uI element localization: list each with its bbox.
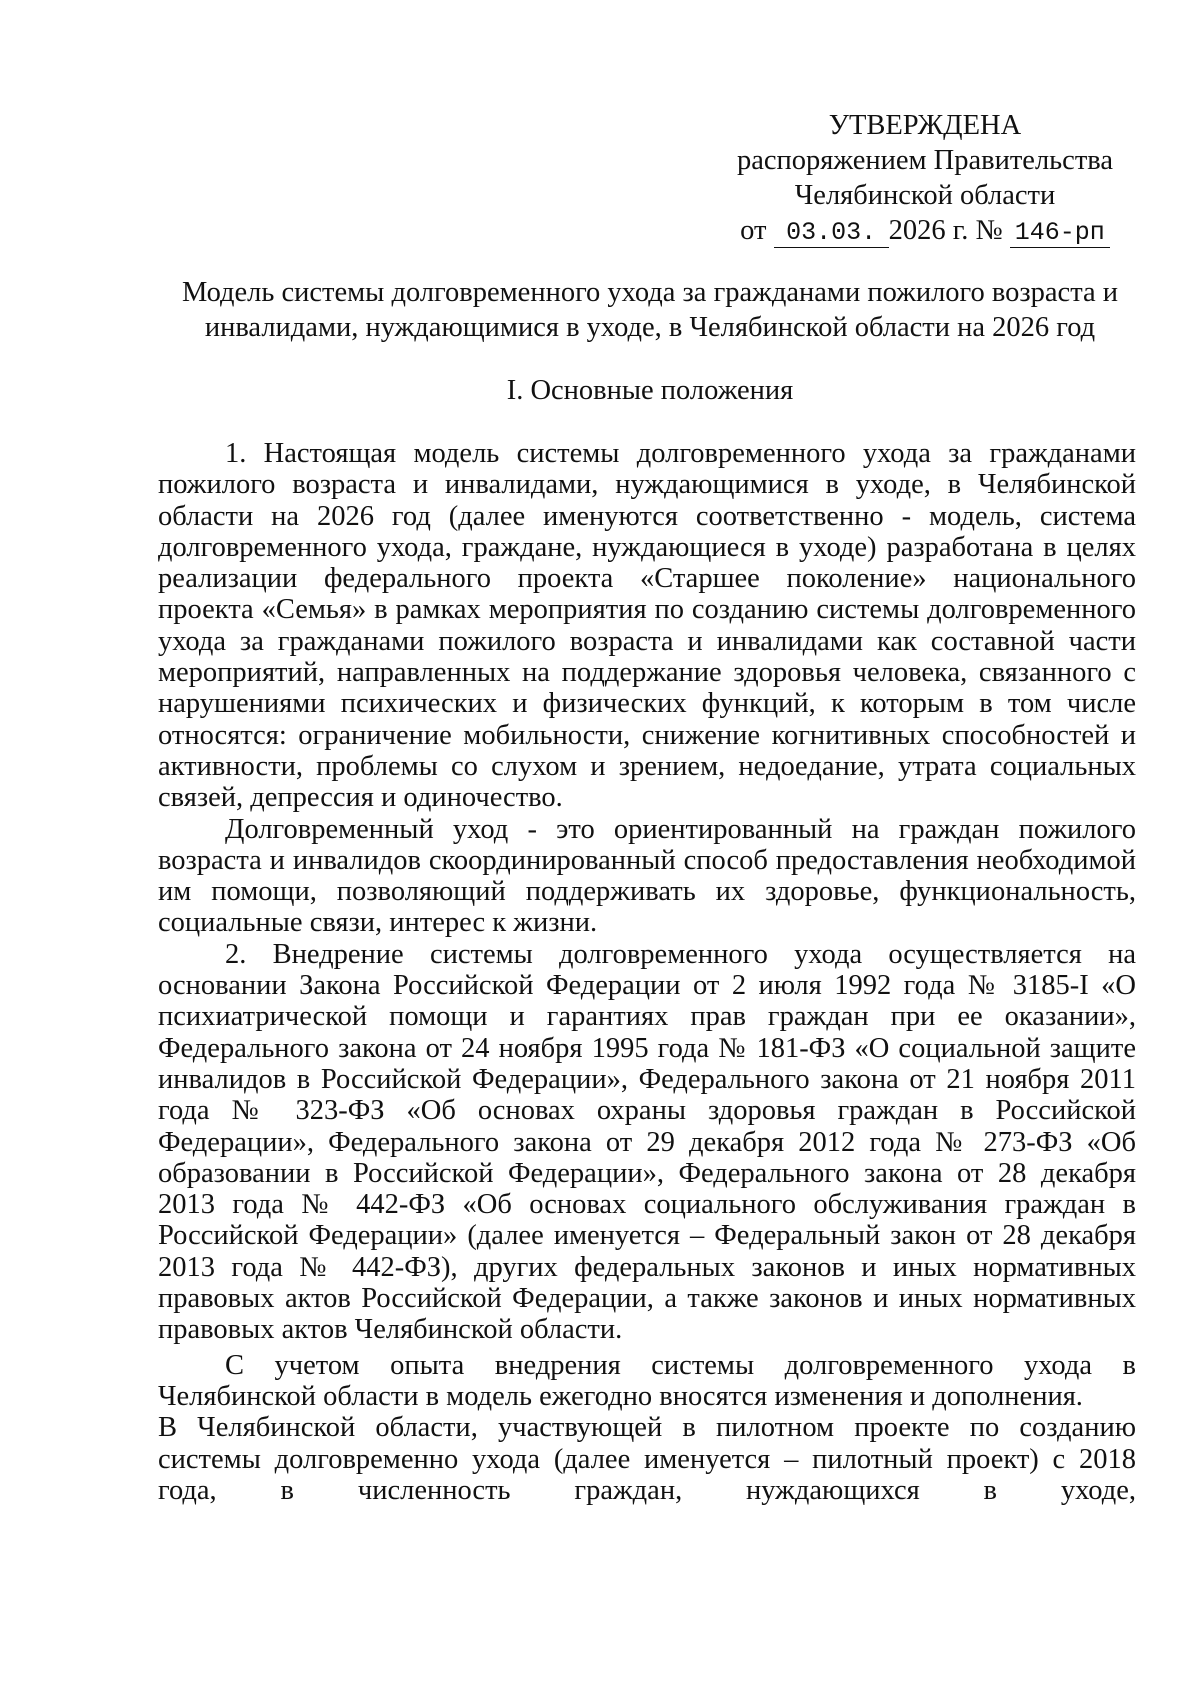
approval-number: 146-рп [1014,218,1105,247]
approval-title: УТВЕРЖДЕНА [828,110,1022,141]
approval-line-1: распоряжением Правительства [736,145,1114,176]
approval-line-2: Челябинской области [794,180,1056,211]
paragraph: С учетом опыта внедрения системы долговременного ухода в Челябинской области в модель ежегодно вносятся изменения и дополнения. [158,1349,1136,1412]
approval-stamp-block [700,108,1150,248]
approval-number-field [1010,217,1110,248]
paragraph: 2. Внедрение системы долговременного ухода осуществляется на основании Закона Российской Федерации от 2 июля 1992 года № 3185-I «О психиатрической помощи и гарантиях прав граждан при ее оказании», Федерального закона от 24 ноября 1995 года № 181-ФЗ «О социальной защите инвалидов в Российской Федерации», Федерального закона от 21 ноября 2011 года № 323-ФЗ «Об основах охраны здоровья граждан в Российской Федерации», Федерального закона от 29 декабря 2012 года № 273-ФЗ «Об образовании в Российской Федерации», Федерального закона от 28 декабря 2013 года № 442-ФЗ «Об основах социального обслуживания граждан в Российской Федерации» (далее именуется – Федеральный закон от 28 декабря 2013 года № 442-ФЗ), других федеральных законов и иных нормативных правовых актов Российской Федерации, а также законов и иных нормативных правовых актов Челябинской области. [158,938,1136,1346]
approval-date-field [774,217,889,248]
from-label: от [740,215,767,246]
section-heading: I. Основные положения [506,375,794,406]
approval-date-prefix: 03.03. [786,218,877,247]
approval-date-line [700,213,1150,248]
paragraph: В Челябинской области, участвующей в пилотном проекте по созданию системы долговременно ухода (далее именуется – пилотный проект) с 2018 года, в численность граждан, нуждающихся в уходе, [158,1412,1136,1506]
document-body [158,438,1136,1506]
paragraph: 1. Настоящая модель системы долговременного ухода за гражданами пожилого возраста и инвалидами, нуждающимися в уходе, в Челябинской области на 2026 год (далее именуются соответственно - модель, система долговременного ухода, граждане, нуждающиеся в уходе) разработана в целях реализации федерального проекта «Старшее поколение» национального проекта «Семья» в рамках мероприятия по созданию системы долговременного ухода за гражданами пожилого возраста и инвалидами как составной части мероприятий, направленных на поддержание здоровья человека, связанного с нарушениями психических и физических функций, к которым в том числе относятся: ограничение мобильности, снижение когнитивных способностей и активности, проблемы со слухом и зрением, недоедание, утрата социальных связей, депрессия и одиночество. [158,438,1136,814]
document-title: Модель системы долговременного ухода за гражданами пожилого возраста и инвалидами, нуждающимися в уходе, в Челябинской области на 2026 год [181,277,1119,343]
approval-year-suffix: 2026 г. № [888,215,1003,246]
paragraph: Долговременный уход - это ориентированный на граждан пожилого возраста и инвалидов скоординированный способ предоставления необходимой им помощи, позволяющий поддерживать их здоровье, функциональность, социальные связи, интерес к жизни. [158,813,1136,939]
